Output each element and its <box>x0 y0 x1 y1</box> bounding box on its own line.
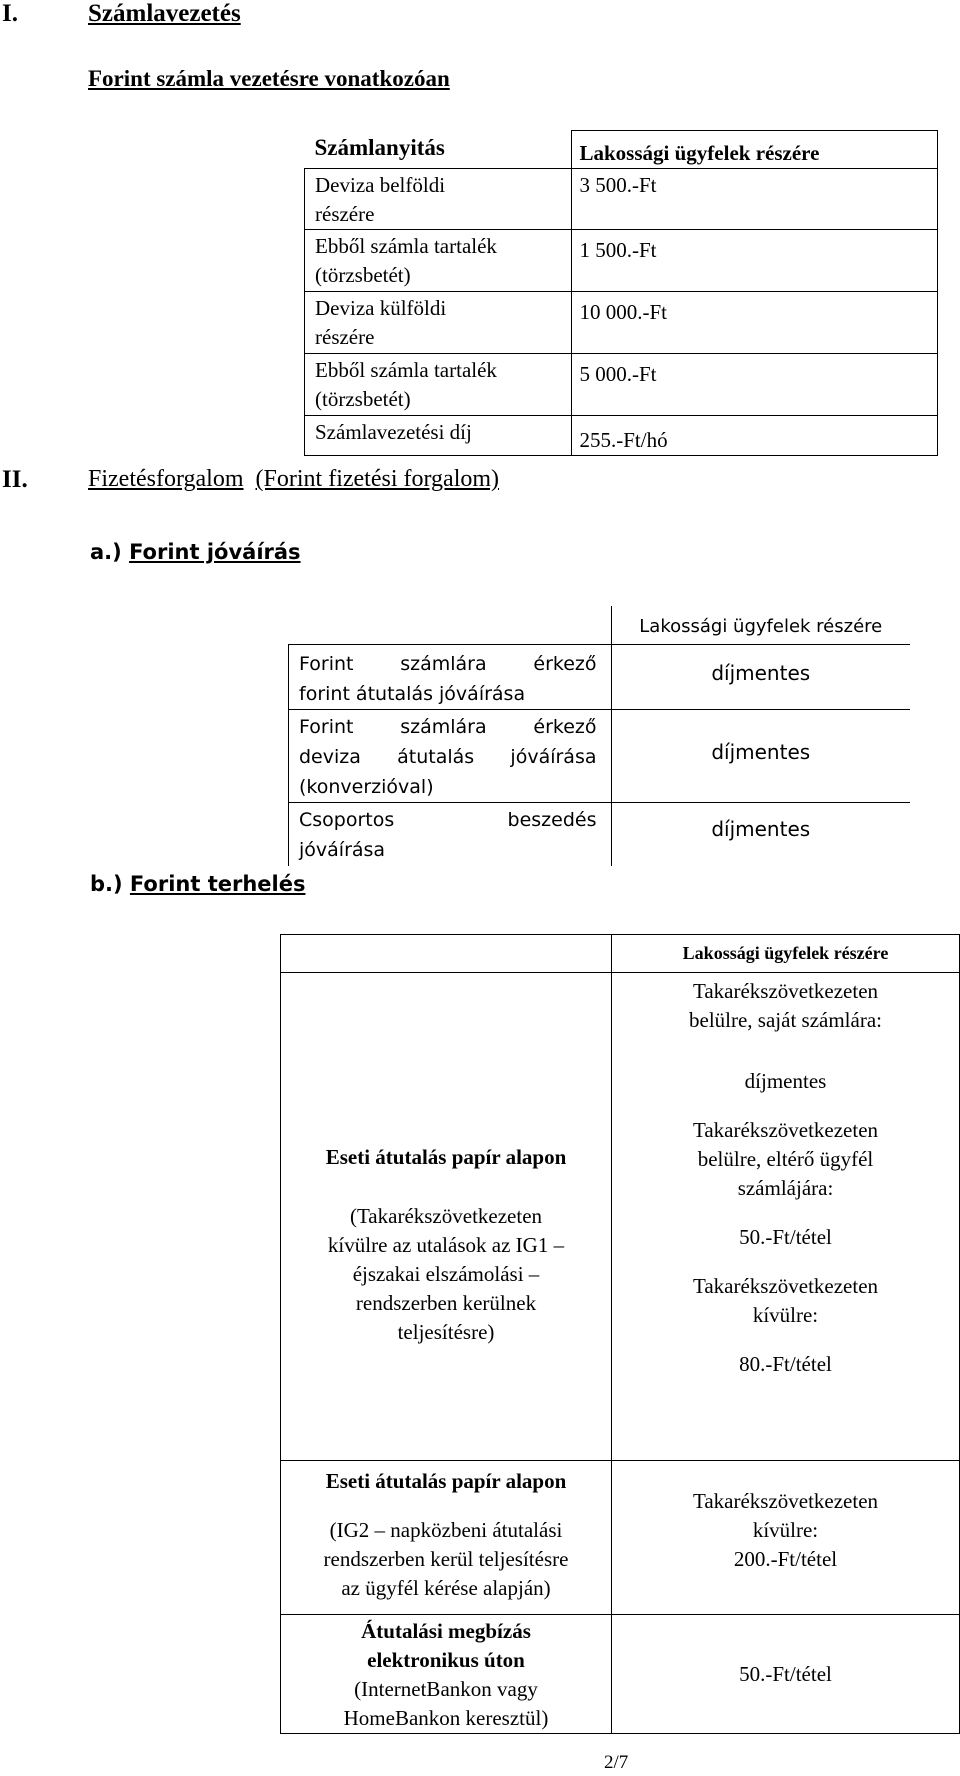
sub-a-heading: a.) Forint jóváírás <box>90 540 301 564</box>
table2-row-label: Forint számlára érkező forint átutalás jóváírása <box>289 644 612 709</box>
table2-row-label: Forint számlára érkező deviza átutalás jóváírása (konverzióval) <box>289 709 612 802</box>
section-title: Számlavezetés <box>88 0 241 27</box>
sub-b-heading: b.) Forint terhelés <box>90 872 306 896</box>
table1-row-value: 1 500.-Ft <box>571 230 938 292</box>
page-number: 2/7 <box>604 1752 629 1773</box>
table1-row-label: Deviza külföldi részére <box>305 292 572 354</box>
credit-table <box>288 606 910 866</box>
table3-row3-label: Átutalási megbízás elektronikus úton (InternetBankon vagy HomeBankon keresztül) <box>281 1615 612 1734</box>
table3-row2-label: Eseti átutalás papír alapon (IG2 – napközbeni átutalási rendszerben kerül teljesítésre az ügyfél kérése alapján) <box>281 1461 612 1615</box>
table1-row-value: 5 000.-Ft <box>571 354 938 416</box>
debit-table <box>280 934 960 1734</box>
table1-row-value: 255.-Ft/hó <box>571 416 938 456</box>
table3-row2-value: Takarékszövetkezeten kívülre: 200.-Ft/tétel <box>612 1461 960 1615</box>
section2-title: Fizetésforgalom (Forint fizetési forgalom) <box>88 466 500 492</box>
section-number: I. <box>2 0 18 27</box>
table2-row-label: Csoportos beszedés jóváírása <box>289 802 612 866</box>
table1-row-label: Ebből számla tartalék (törzsbetét) <box>305 354 572 416</box>
table3-row1-value: Takarékszövetkezeten belülre, saját számlára: díjmentes Takarékszövetkezeten belülre, eltérő ügyfél számlájára: 50.-Ft/tétel Takarékszövetkezeten kívülre: 80.-Ft/tétel <box>612 973 960 1461</box>
table1-row-value: 10 000.-Ft <box>571 292 938 354</box>
account-opening-table <box>304 130 938 456</box>
table1-header-right: Lakossági ügyfelek részére <box>571 131 938 169</box>
table1-row-value: 3 500.-Ft <box>571 169 938 230</box>
section2-number: II. <box>2 466 28 493</box>
section-subtitle: Forint számla vezetésre vonatkozóan <box>88 66 450 91</box>
table1-header-left: Számlanyitás <box>305 131 572 169</box>
table2-row-value: díjmentes <box>611 644 910 709</box>
table1-row-label: Számlavezetési díj <box>305 416 572 456</box>
table2-row-value: díjmentes <box>611 802 910 866</box>
table3-row3-value: 50.-Ft/tétel <box>612 1615 960 1734</box>
table2-header: Lakossági ügyfelek részére <box>611 606 910 644</box>
table2-row-value: díjmentes <box>611 709 910 802</box>
table3-header: Lakossági ügyfelek részére <box>612 935 960 973</box>
table1-row-label: Deviza belföldi részére <box>305 169 572 230</box>
table3-row1-label: Eseti átutalás papír alapon (Takarékszövetkezeten kívülre az utalások az IG1 – éjszakai elszámolási – rendszerben kerülnek teljesítésre) <box>281 973 612 1461</box>
table1-row-label: Ebből számla tartalék (törzsbetét) <box>305 230 572 292</box>
